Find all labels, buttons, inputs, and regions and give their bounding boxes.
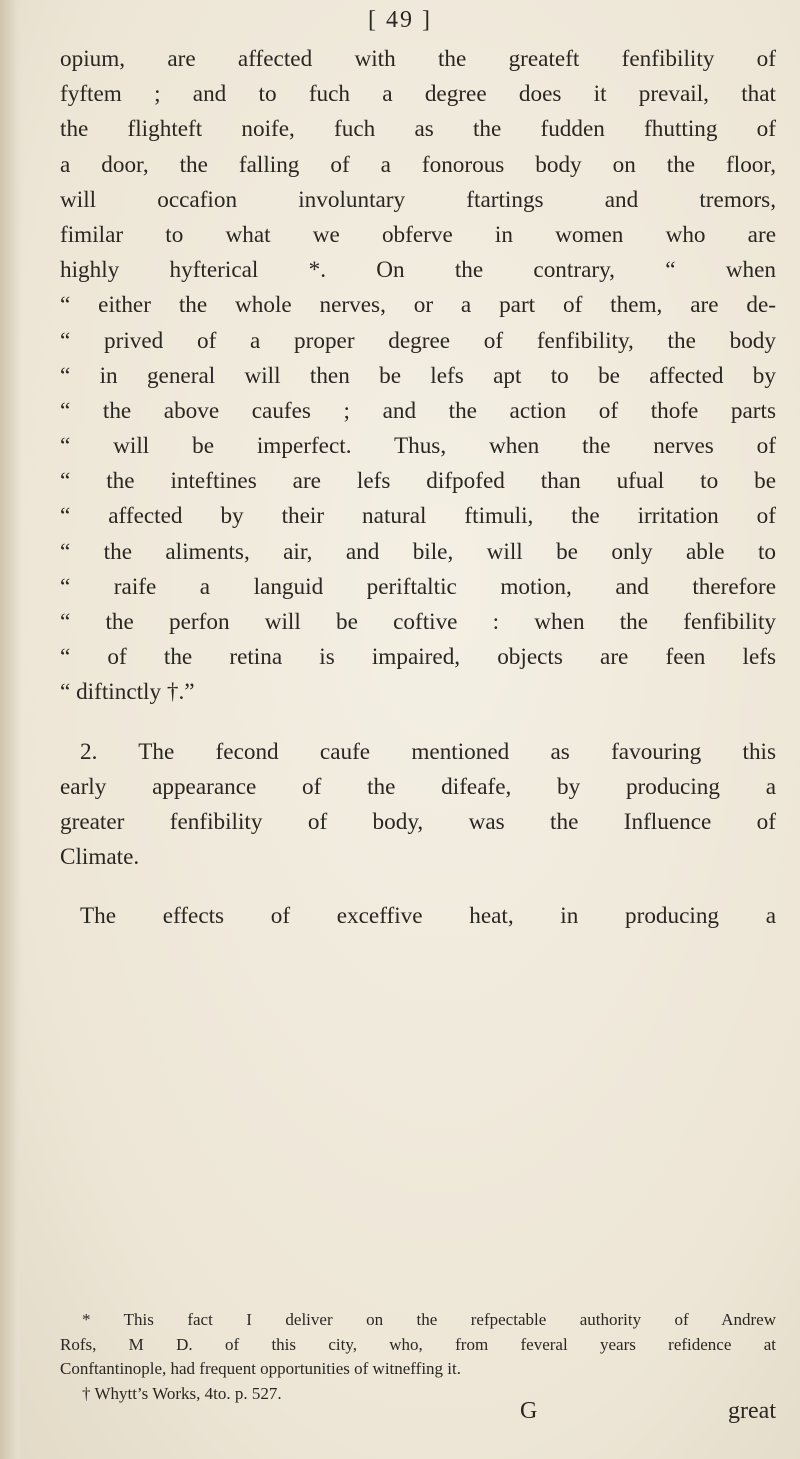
text-line: “ in general will then be lefs apt to be affected by bbox=[60, 362, 776, 389]
paragraph-2 bbox=[60, 735, 776, 876]
text-line: “ the inteftines are lefs difpofed than ufual to be bbox=[60, 468, 776, 495]
catchword: great bbox=[728, 1398, 776, 1424]
text-line: early appearance of the difeafe, by producing a bbox=[60, 773, 776, 800]
text-line: “ diftinctly †.” bbox=[60, 679, 195, 706]
text-line: “ raife a languid periftaltic motion, and therefore bbox=[60, 573, 776, 600]
text-line: fimilar to what we obferve in women who are bbox=[60, 221, 776, 248]
footnote-line: Rofs, M D. of this city, who, from feveral years refidence at bbox=[60, 1334, 776, 1354]
text-line: will occafion involuntary ftartings and tremors, bbox=[60, 186, 776, 213]
text-line: a door, the falling of a fonorous body on the floor, bbox=[60, 151, 776, 178]
page-number: [ 49 ] bbox=[368, 7, 432, 33]
text-line: “ the perfon will be coftive : when the fenfibility bbox=[60, 609, 776, 635]
footnote-line: * This fact I deliver on the refpectable authority of Andrew bbox=[82, 1310, 776, 1329]
footnote-line: † Whytt’s Works, 4to. p. 527. bbox=[82, 1383, 282, 1403]
text-line: “ affected by their natural ftimuli, the irritation of bbox=[60, 503, 776, 530]
text-line: The effects of exceffive heat, in producing a bbox=[80, 903, 776, 930]
text-line: “ will be imperfect. Thus, when the nerves of bbox=[60, 433, 776, 460]
footnote-line: Conftantinople, had frequent opportunities of witneffing it. bbox=[60, 1359, 461, 1378]
text-line: highly hyfterical *. On the contrary, “ when bbox=[60, 257, 776, 284]
text-line: “ the aliments, air, and bile, will be only able to bbox=[60, 538, 776, 565]
text-line: “ either the whole nerves, or a part of them, are de- bbox=[60, 292, 776, 319]
signature-mark: G bbox=[520, 1398, 538, 1424]
text-line: Climate. bbox=[60, 844, 140, 871]
text-line: “ of the retina is impaired, objects are feen lefs bbox=[60, 644, 776, 671]
paragraph-1 bbox=[60, 42, 776, 711]
page-gutter-shadow bbox=[0, 0, 22, 1459]
text-line: opium, are affected with the greateft fenfibility of bbox=[60, 46, 776, 72]
text-line: 2. The fecond caufe mentioned as favouring this bbox=[80, 738, 776, 765]
text-line: “ the above caufes ; and the action of thofe parts bbox=[60, 397, 776, 424]
footnotes bbox=[60, 1308, 776, 1406]
text-line: “ prived of a proper degree of fenfibility, the body bbox=[60, 327, 776, 354]
text-line: fyftem ; and to fuch a degree does it prevail, that bbox=[60, 81, 776, 108]
main-text bbox=[60, 42, 776, 935]
page-footer bbox=[60, 1394, 776, 1428]
text-line: the flighteft noife, fuch as the fudden fhutting of bbox=[60, 116, 776, 143]
text-line: greater fenfibility of body, was the Influence of bbox=[60, 808, 776, 835]
paragraph-3 bbox=[60, 899, 776, 934]
